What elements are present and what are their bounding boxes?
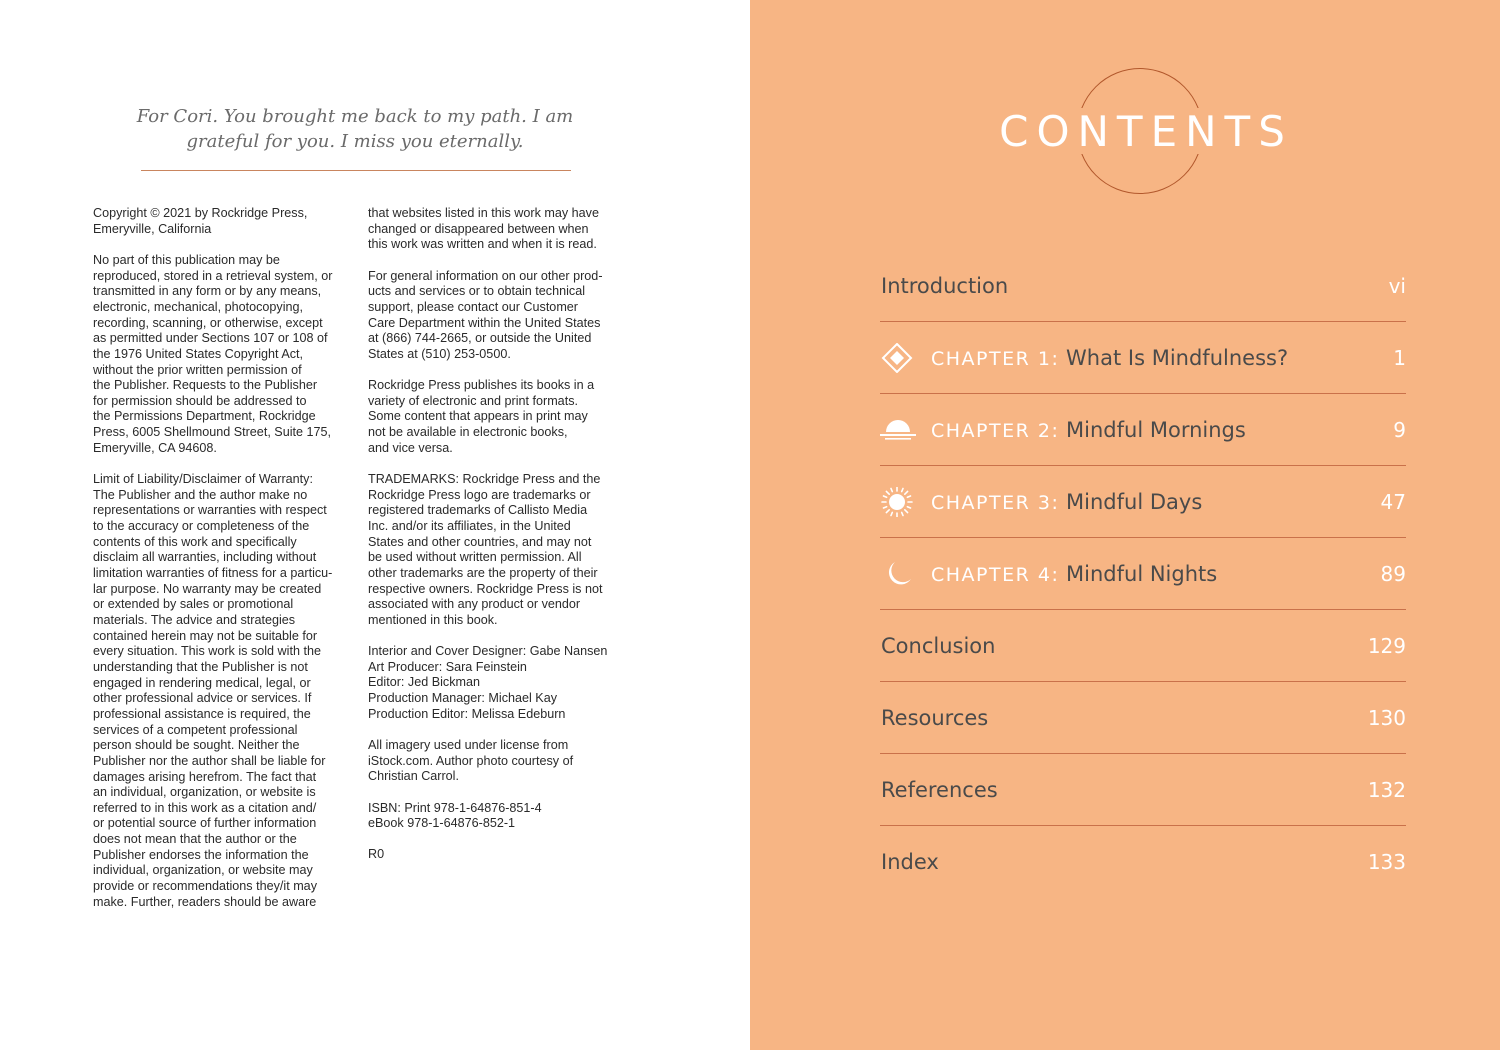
sun-icon bbox=[880, 487, 916, 517]
toc-entry-chapter-1[interactable] bbox=[880, 322, 1406, 394]
toc-page-number: 47 bbox=[1380, 490, 1406, 514]
toc-page-number: 129 bbox=[1367, 634, 1406, 658]
toc-page-number: 89 bbox=[1380, 562, 1406, 586]
dedication-divider bbox=[141, 170, 571, 171]
page-title: CONTENTS bbox=[999, 107, 1293, 156]
chapter-title: What Is Mindfulness? bbox=[1066, 346, 1289, 370]
toc-chapter-heading bbox=[931, 416, 1246, 445]
dedication bbox=[120, 104, 590, 154]
toc-entry-resources[interactable] bbox=[880, 682, 1406, 754]
toc-chapter-heading bbox=[931, 488, 1202, 517]
toc-chapter-heading bbox=[931, 560, 1217, 589]
toc-chapter-heading bbox=[931, 344, 1288, 373]
copyright-paragraph: No part of this publication may be reproduced, stored in a retrieval system, or transmitted in any form or by any means, electronic, mechanical, photocopying, recording, scanning, or otherwise, except as permitted under Sections 107 or 108 of the 1976 United States Copyright Act, without the prior written permission of the Publisher. Requests to the Publisher for permission should be addressed to the Permissions Department, Rockridge Press, 6005 Shellmound Street, Suite 175, Emeryville, CA 94608. bbox=[93, 252, 333, 455]
toc-page-number: 1 bbox=[1393, 346, 1406, 370]
copyright-paragraph: For general information on our other prod- ucts and services or to obtain technical support, please contact our Customer Care Department within the United States at (866) 744-2665, or outside the United States at (510) 253-0500. bbox=[368, 268, 603, 361]
toc-entry-chapter-2[interactable] bbox=[880, 394, 1406, 466]
toc-label: Conclusion bbox=[881, 634, 996, 658]
copyright-paragraph: R0 bbox=[368, 847, 385, 862]
chapter-number: CHAPTER 3: bbox=[931, 492, 1060, 514]
toc-entry-chapter-4[interactable] bbox=[880, 538, 1406, 610]
moon-icon bbox=[880, 559, 916, 589]
chapter-number: CHAPTER 4: bbox=[931, 564, 1060, 586]
contents-heading bbox=[750, 66, 1500, 198]
chapter-title: Mindful Days bbox=[1066, 490, 1203, 514]
table-of-contents bbox=[880, 250, 1406, 898]
toc-page-number: 9 bbox=[1393, 418, 1406, 442]
copyright-paragraph: Limit of Liability/Disclaimer of Warranty: The Publisher and the author make no representations or warranties with respect to the accuracy or completeness of the contents of this work and specifically disclaim all warranties, including without limitation warranties of fitness for a particu- lar purpose. No warranty may be created or extended by sales or promotional materials. The advice and strategies contained herein may not be suitable for every situation. This work is sold with the understanding that the Publisher is not engaged in rendering medical, legal, or other professional advice or services. If professional assistance is required, the services of a competent professional person should be sought. Neither the Publisher nor the author shall be liable for damages arising herefrom. The fact that an individual, organization, or website is referred to in this work as a citation and/ or potential source of further information does not mean that the author or the Publisher endorses the information the individual, organization, or website may provide or recommendations they/it may make. Further, readers should be aware bbox=[93, 472, 333, 909]
toc-label: Resources bbox=[881, 706, 989, 730]
chapter-title: Mindful Nights bbox=[1066, 562, 1218, 586]
toc-label: Index bbox=[881, 850, 939, 874]
copyright-column-1 bbox=[93, 206, 349, 926]
toc-entry-conclusion[interactable] bbox=[880, 610, 1406, 682]
toc-entry-introduction[interactable] bbox=[880, 250, 1406, 322]
copyright-paragraph: Interior and Cover Designer: Gabe Nansen Art Producer: Sara Feinstein Editor: Jed Bickman Production Manager: Michael Kay Production Editor: Melissa Edeburn bbox=[368, 644, 608, 721]
toc-label: References bbox=[881, 778, 998, 802]
chapter-number: CHAPTER 1: bbox=[931, 348, 1060, 370]
diamond-icon bbox=[880, 343, 916, 373]
dedication-line-2: grateful for you. I miss you eternally. bbox=[186, 131, 524, 152]
toc-entry-chapter-3[interactable] bbox=[880, 466, 1406, 538]
copyright-paragraph: TRADEMARKS: Rockridge Press and the Rockridge Press logo are trademarks or registered trademarks of Callisto Media Inc. and/or its affiliates, in the United States and other countries, and may not be used without written permission. All other trademarks are the property of their respective owners. Rockridge Press is not associated with any product or vendor mentioned in this book. bbox=[368, 471, 603, 627]
copyright-paragraph: Rockridge Press publishes its books in a variety of electronic and print formats. Some content that appears in print may not be available in electronic books, and vice versa. bbox=[368, 378, 595, 455]
copyright-paragraph: that websites listed in this work may have changed or disappeared between when this work was written and when it is read. bbox=[368, 206, 599, 252]
contents-page bbox=[750, 0, 1500, 1050]
copyright-paragraph: All imagery used under license from iStock.com. Author photo courtesy of Christian Carrol. bbox=[368, 738, 574, 784]
copyright-paragraph: Copyright © 2021 by Rockridge Press, Emeryville, California bbox=[93, 206, 308, 236]
toc-page-number: 130 bbox=[1367, 706, 1406, 730]
chapter-number: CHAPTER 2: bbox=[931, 420, 1060, 442]
toc-page-number: 132 bbox=[1367, 778, 1406, 802]
toc-entry-index[interactable] bbox=[880, 826, 1406, 898]
copyright-paragraph: ISBN: Print 978-1-64876-851-4 eBook 978-1-64876-852-1 bbox=[368, 800, 542, 831]
chapter-title: Mindful Mornings bbox=[1066, 418, 1246, 442]
sunrise-icon bbox=[880, 415, 916, 445]
toc-page-number: vi bbox=[1388, 274, 1406, 298]
copyright-column-2 bbox=[368, 206, 624, 879]
dedication-line-1: For Cori. You brought me back to my path. I am bbox=[136, 106, 574, 127]
toc-page-number: 133 bbox=[1367, 850, 1406, 874]
toc-label: Introduction bbox=[881, 274, 1009, 298]
toc-entry-references[interactable] bbox=[880, 754, 1406, 826]
